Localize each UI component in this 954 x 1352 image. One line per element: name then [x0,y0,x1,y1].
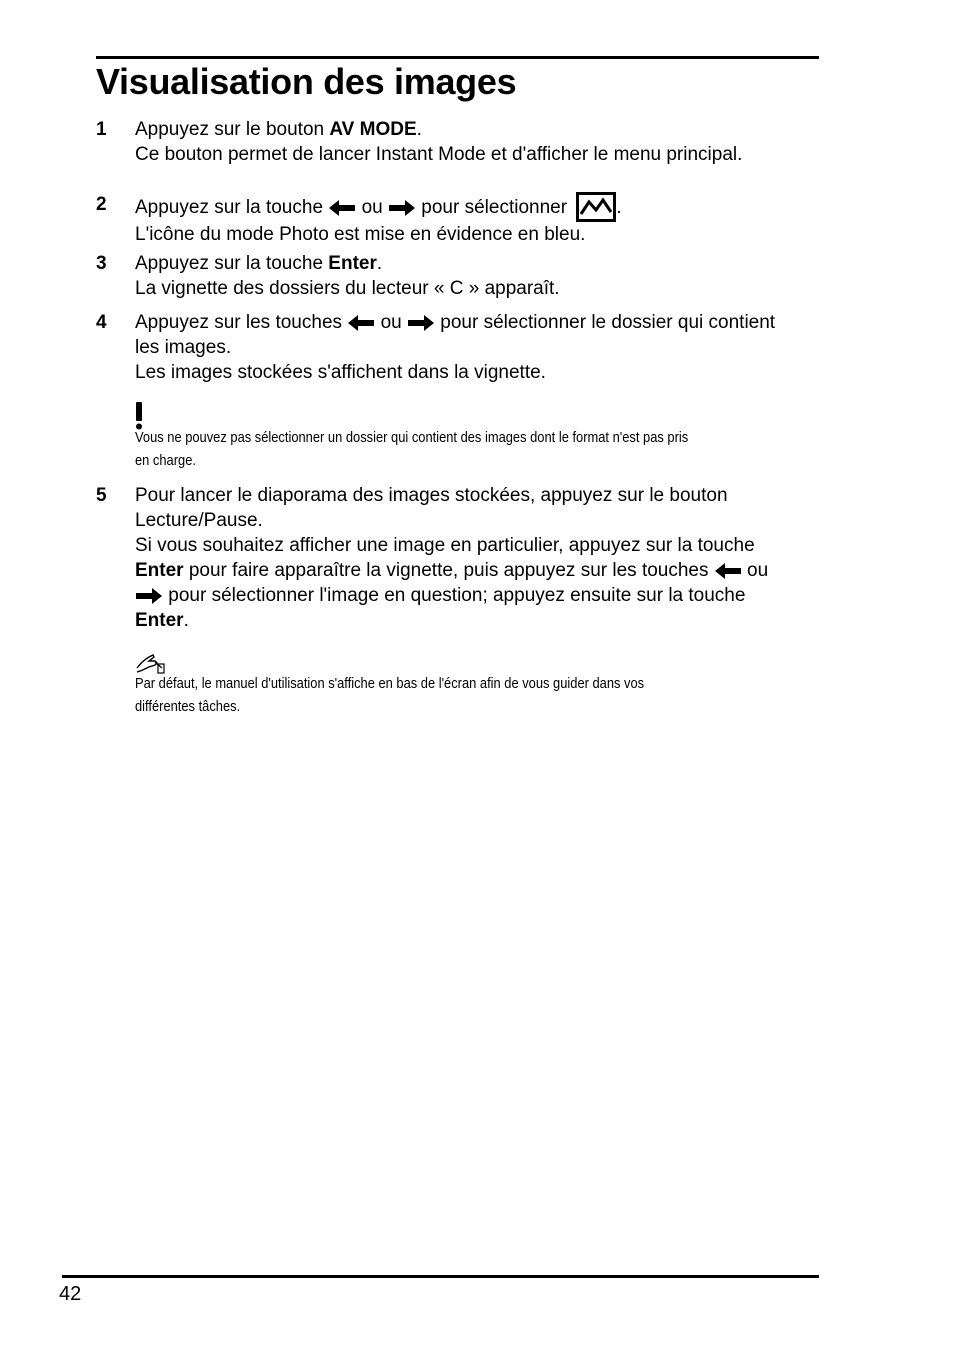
key-label: Enter [328,253,377,274]
step-number: 5 [96,485,107,506]
page-number: 42 [59,1283,82,1305]
step-number: 1 [96,119,107,140]
step-text: . [616,197,622,218]
step-text: . [376,253,383,274]
step-line [135,608,825,633]
step-line: les images. [135,337,232,358]
left-arrow-icon [329,200,355,216]
step-line [135,558,825,583]
key-label: Enter [135,560,184,581]
step-text: ou [375,312,407,333]
step-text: pour sélectionner l'image en question; appuyez ensuite sur la touche [163,585,746,606]
step-line: Lecture/Pause. [135,510,263,531]
step-text: ou [741,560,769,581]
right-arrow-icon [136,588,162,604]
note-line: différentes tâches. [135,698,241,715]
page-title: Visualisation des images [96,61,517,102]
step-line [135,310,825,335]
key-label: AV MODE [329,119,417,140]
step-number: 2 [96,194,107,215]
left-arrow-icon [715,563,741,579]
right-arrow-icon [408,315,434,331]
step-text: Appuyez sur la touche [135,253,329,274]
step-text: pour sélectionner le dossier qui contient [435,312,776,333]
step-text: . [416,119,422,140]
key-label: Enter [135,610,184,631]
step-text: pour sélectionner [416,197,573,218]
step-text: ou [356,197,388,218]
step-line: Les images stockées s'affichent dans la vignette. [135,362,546,383]
step-line [135,251,825,276]
step-number: 4 [96,312,107,333]
hint-note [135,654,825,718]
step-line: Si vous souhaitez afficher une image en particulier, appuyez sur la touche [135,535,755,556]
step-line: L'icône du mode Photo est mise en évidence en bleu. [135,224,586,245]
note-line: en charge. [135,452,196,469]
photo-mode-icon [576,192,616,222]
note-line: Vous ne pouvez pas sélectionner un dossier qui contient des images dont le format n'est pas pris [135,429,689,446]
right-arrow-icon [389,200,415,216]
step-text: . [183,610,189,631]
warning-note [135,402,825,472]
step-number: 3 [96,253,107,274]
step-line [135,117,825,142]
bottom-rule [62,1275,819,1278]
step-text: Appuyez sur la touche [135,197,329,218]
step-line [135,583,825,608]
step-line: La vignette des dossiers du lecteur « C » apparaît. [135,278,560,299]
writing-hand-icon [135,654,167,674]
left-arrow-icon [348,315,374,331]
step-text: pour faire apparaître la vignette, puis appuyez sur les touches [183,560,714,581]
step-line: Ce bouton permet de lancer Instant Mode et d'afficher le menu principal. [135,144,743,165]
note-line: Par défaut, le manuel d'utilisation s'affiche en bas de l'écran afin de vous guider dans vos [135,675,645,692]
step-text: Appuyez sur le bouton [135,119,330,140]
step-line [135,192,825,222]
step-text: Appuyez sur les touches [135,312,348,333]
step-line: Pour lancer le diaporama des images stockées, appuyez sur le bouton [135,485,728,506]
